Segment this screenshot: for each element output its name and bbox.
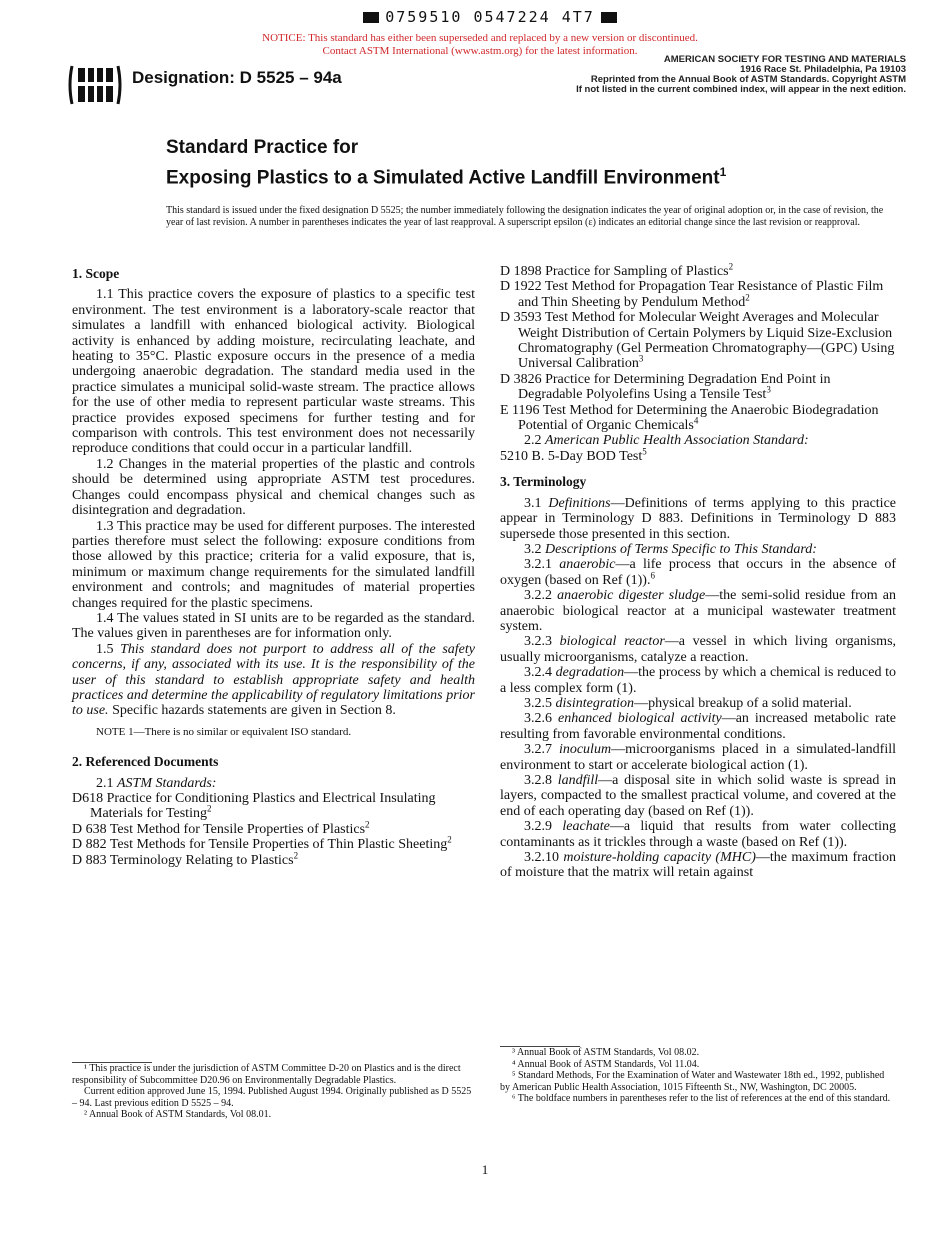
notice-line-2: Contact ASTM International (www.astm.org) for the latest information. [322,45,638,57]
paragraph-3-2-number: 3.2 [524,541,542,557]
definition-term: landfill [557,773,599,788]
issuance-note: This standard is issued under the fixed designation D 5525; the number immediately following the designation indicates the year of original adoption or, in the case of revision, the year of last revision. A number in parentheses indicates the year of last reapproval. A superscript epsilon (ε) indicates an editorial change since the last revision or reapproval. [166,205,884,228]
page-number: 1 [481,1162,489,1177]
reference-text: D 1898 Practice for Sampling of Plastics [500,264,729,279]
footnote: ⁵ Standard Methods, For the Examination of Water and Wastewater 18th ed., 1992, published by American Public Health Association, 1015 Fifteenth St., NW, Washington, DC 20005. [500,1070,885,1093]
definition-text: —an increased metabolic rate resulting from favorable environmental conditions. [500,711,896,742]
reference-item [72,834,475,853]
apha-standard-label: American Public Health Association Standard: [545,433,809,449]
notice-line-1: NOTICE: This standard has either been superseded and replaced by a new version or discontinued. [262,32,698,44]
reference-item [72,791,475,822]
definition-term: disintegration [555,695,635,711]
definition-number: 3.2.2 [524,588,552,604]
reference-item [500,310,896,372]
note-1: NOTE 1—There is no similar or equivalent ISO standard. [96,725,352,738]
footnotes-right [500,1046,896,1105]
definition-number: 3.2.5 [524,695,552,711]
footnote: ¹ This practice is under the jurisdiction of ASTM Committee D-20 on Plastics and is the direct responsibility of Subcommittee D20.96 on Environmentally Degradable Plastics. [72,1063,461,1086]
definition-number: 3.2.8 [524,773,552,788]
footnote: ³ Annual Book of ASTM Standards, Vol 08.02. [512,1047,700,1058]
reference-sup: 2 [745,292,750,303]
definition-term: biological reactor [559,634,665,650]
definition-number: 3.2.1 [524,557,552,573]
definition-item [500,773,896,819]
paragraph-3-2 [500,542,896,557]
definition-item [500,819,896,850]
definition-number: 3.2.3 [524,634,552,650]
society-name: AMERICAN SOCIETY FOR TESTING AND MATERIALS [663,54,906,65]
definition-text: —physical breakup of a solid material. [634,695,852,711]
definition-term: leachate [562,819,610,835]
definition-text: —a disposal site in which solid waste is spread in layers, compacted to the smallest practical volume, and covered at the end of each operating day (based on Ref (1)). [500,773,896,819]
paragraph-1-5-number: 1.5 [96,641,114,657]
reference-text: D 883 Terminology Relating to Plastics [72,852,294,868]
paragraph-2-2-number: 2.2 [524,433,542,449]
descriptions-label: Descriptions of Terms Specific to This Standard: [545,541,817,557]
definition-number: 3.2.4 [524,665,552,681]
definition-text: —a life process that occurs in the absence of oxygen (based on Ref (1)). [500,557,896,588]
index-line: If not listed in the current combined index, will appear in the next edition. [576,84,906,95]
definition-term: anaerobic digester sludge [557,588,706,604]
paragraph-1-1: 1.1 This practice covers the exposure of plastics to a specific test environment. The test environment is a laboratory-scale reactor that simulates a landfill with enhanced biological activity. Biological activity is enhanced by adding moisture, recirculating leachate, and heating to 35°C. Plastic exposure occurs in the presence of a media undergoing anaerobic degradation. The standard media used in the practice simulates a municipal solid-waste stream. The practice allows for the use of other media to represent particular waste streams. This practice provides exposed specimens for further testing and for comparison with controls. This test environment does not necessarily reproduce conditions that could occur in a particular landfill. [72,287,475,457]
reference-text: D 1922 Test Method for Propagation Tear Resistance of Plastic Film and Thin Sheeting by Pendulum Method [500,279,884,310]
reference-text: D 638 Test Method for Tensile Properties of Plastics [72,821,366,837]
barcode-block-left [363,12,379,23]
reference-sup: 3 [766,384,771,395]
designation: Designation: D 5525 – 94a [132,68,342,87]
definition-term: anaerobic [559,557,616,573]
reference-sup: 2 [293,849,299,860]
reference-item [500,372,896,403]
reference-sup: 2 [365,819,370,830]
reference-text: 5210 B. 5-Day BOD Test [500,448,643,464]
definition-item [500,711,896,742]
title-main: Exposing Plastics to a Simulated Active Landfill Environment [166,167,720,189]
footnote: ² Annual Book of ASTM Standards, Vol 08.01. [84,1109,272,1120]
barcode [345,8,635,26]
document-title [166,136,886,190]
definition-number: 3.2.7 [524,742,552,758]
section-heading-referenced-documents: 2. Referenced Documents [72,754,219,770]
definition-item [500,742,896,773]
reference-sup: 4 [693,415,699,426]
barcode-text: 0759510 0547224 4T7 [385,8,595,26]
reference-sup: 2 [447,834,452,845]
paragraph-1-2: 1.2 Changes in the material properties of the plastic and controls should be determined using appropriate ASTM test procedures. Changes could encompass physical and chemical changes such as disintegration and degradation. [72,456,475,519]
definition-item [500,634,896,665]
paragraph-2-1-number: 2.1 [96,775,114,791]
reference-item [500,279,896,310]
paragraph-1-4: 1.4 The values stated in SI units are to be regarded as the standard. The values given in parentheses are for information only. [72,610,475,642]
definition-item [500,665,896,696]
reference-sup: 5 [642,446,647,457]
definition-item [500,696,896,711]
astm-logo [66,60,124,110]
astm-standards-label: ASTM Standards: [117,775,217,791]
definition-sup: 6 [650,570,655,581]
reference-sup: 3 [638,353,644,364]
definition-term: enhanced biological activity [558,711,722,727]
reference-item [72,819,475,837]
definition-text: —the maximum fraction of moisture that the matrix will retain against [500,850,896,881]
barcode-block-right [601,12,617,23]
title-footnote-marker: 1 [719,165,727,179]
reference-sup: 2 [728,261,734,272]
right-column [500,261,897,881]
footnote: Current edition approved June 15, 1994. Published August 1994. Originally published as D 5525 – 94. Last previous edition D 5525 – 94. [72,1086,472,1109]
definition-number: 3.2.6 [524,711,552,727]
definition-term: degradation [555,665,625,681]
footnote: ⁶ The boldface numbers in parentheses refer to the list of references at the end of this standard. [512,1093,891,1104]
section-heading-scope: 1. Scope [72,266,120,281]
left-column [72,266,475,868]
paragraph-2-1 [72,776,475,791]
title-line-2 [166,160,886,190]
reference-item [72,849,475,868]
definition-term: inoculum [558,742,612,758]
paragraph-3-1-number: 3.1 [524,495,542,511]
reference-text: D 3826 Practice for Determining Degradation End Point in Degradable Polyolefins Using a Tensile Test [500,371,831,403]
safety-caveat: This standard does not purport to address all of the safety concerns, if any, associated with its use. It is the responsibility of the user of this standard to establish appropriate safety and health practices and determine the applicability of regulatory limitations prior to use. [72,641,476,719]
reference-item [500,261,896,279]
definition-text: —a vessel in which living organisms, usually microorganisms, catalyze a reaction. [500,634,897,665]
reference-item [500,403,896,434]
paragraph-3-1-text: —Definitions of terms applying to this practice appear in Terminology D 883. Definitions in Terminology D 883 supersede those presented in this section. [500,495,896,542]
definitions-label: Definitions [548,495,611,511]
reprint-line: Reprinted from the Annual Book of ASTM Standards. Copyright ASTM [590,74,906,85]
paragraph-1-5-tail: Specific hazards statements are given in Section 8. [112,703,396,719]
definition-item [500,557,896,588]
society-address [576,55,906,95]
definition-text: —the process by which a chemical is reduced to a less complex form (1). [500,665,897,696]
paragraph-1-3: 1.3 This practice may be used for different purposes. The interested parties therefore must select the following: exposure conditions from those allowed by this practice; criteria for a valid exposure, that is, minimum or maximum change requirements for the simulated landfill environment and controls; and magnitudes of material properties changes required for the plastic specimens. [72,518,475,611]
footnote: ⁴ Annual Book of ASTM Standards, Vol 11.04. [512,1058,700,1070]
astm-logo-icon [66,60,124,110]
reference-sup: 2 [206,803,212,814]
definition-text: —a liquid that results from water collecting contaminants as it trickles through a waste (based on Ref (1)). [500,819,897,850]
bod-test-reference [500,446,896,464]
definition-text: —the semi-solid residue from an anaerobic biological reactor at a municipal wastewater treatment system. [500,588,897,634]
reference-text: D 882 Test Methods for Tensile Properties of Thin Plastic Sheeting [72,837,448,853]
reference-text: D618 Practice for Conditioning Plastics and Electrical Insulating Materials for Testing [72,791,436,822]
definition-item [500,588,896,634]
reference-text: D 3593 Test Method for Molecular Weight Averages and Molecular Weight Distribution of Certain Polymers by Liquid Size-Exclusion Chromatography (Gel Permeation Chromatography—(GPC) Using Universal Calibration [500,310,895,372]
definition-term: moisture-holding capacity (MHC) [563,850,756,866]
section-heading-terminology: 3. Terminology [500,474,587,490]
paragraph-2-2 [500,433,896,448]
title-line-1: Standard Practice for [166,137,359,158]
definition-item [500,850,896,881]
paragraph-3-1 [500,496,896,542]
definition-number: 3.2.9 [524,819,552,835]
definition-text: —microorganisms placed in a simulated-landfill environment to start or accelerate biological action (1). [500,742,896,773]
footnotes-left [72,1062,475,1121]
society-street: 1916 Race St. Philadelphia, Pa 19103 [740,64,906,75]
reference-text: E 1196 Test Method for Determining the Anaerobic Biodegradation Potential of Organic Chemicals [500,402,879,434]
paragraph-1-5 [72,642,475,719]
definition-number: 3.2.10 [524,850,559,866]
